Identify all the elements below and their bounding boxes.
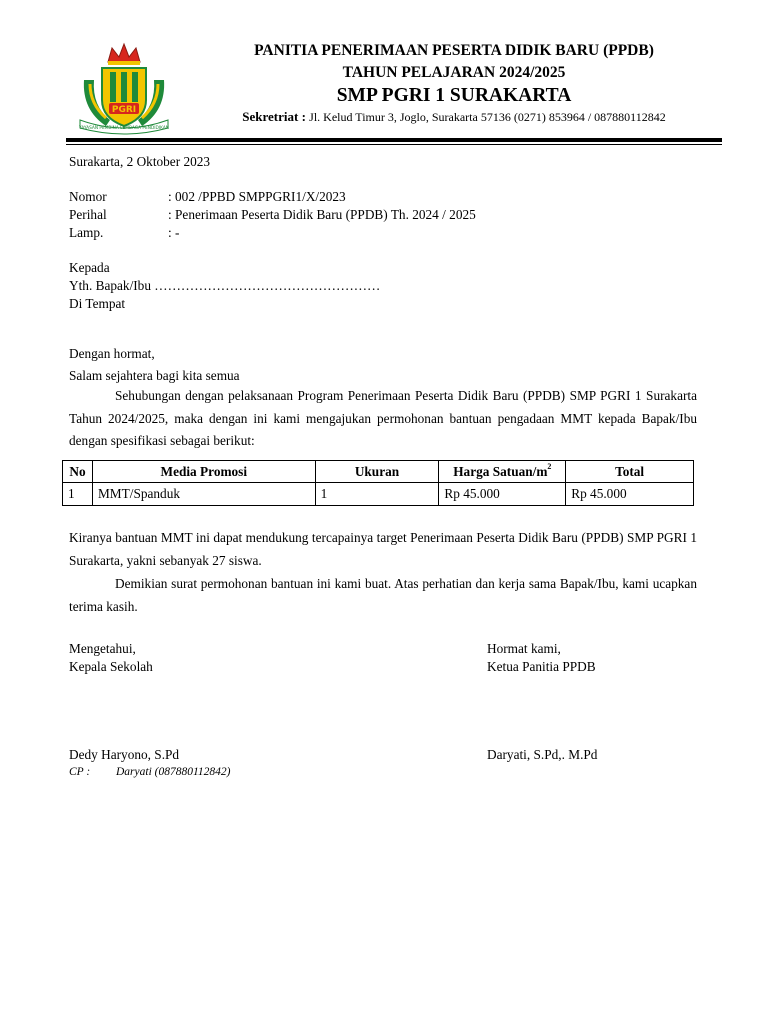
greeting-salam: Salam sejahtera bagi kita semua bbox=[69, 368, 240, 383]
meta-label-lamp: Lamp. bbox=[69, 225, 104, 240]
secretariat-label: Sekretriat : bbox=[242, 109, 306, 124]
col-header-ukuran: Ukuran bbox=[315, 461, 439, 483]
cp-label: CP : bbox=[69, 766, 91, 778]
recipient-kepada: Kepada bbox=[69, 260, 110, 275]
cell-harga: Rp 45.000 bbox=[439, 483, 566, 506]
cell-total: Rp 45.000 bbox=[566, 483, 694, 506]
header-rule-thick bbox=[66, 138, 722, 142]
meta-value-nomor: : 002 /PPBD SMPPGRI1/X/2023 bbox=[168, 189, 346, 204]
academic-year: TAHUN PELAJARAN 2024/2025 bbox=[342, 64, 566, 81]
cell-no: 1 bbox=[63, 483, 93, 506]
svg-text:YAYASAN PEMBINA LEMBAGA PENDID: YAYASAN PEMBINA LEMBAGA PENDIDIKAN bbox=[78, 126, 170, 131]
meta-label-nomor: Nomor bbox=[69, 189, 107, 204]
table-row bbox=[63, 483, 694, 506]
meta-label-perihal: Perihal bbox=[69, 207, 107, 222]
header-rule-thin bbox=[66, 144, 722, 145]
spec-table bbox=[62, 460, 694, 506]
committee-title: PANITIA PENERIMAAN PESERTA DIDIK BARU (PPDB) bbox=[254, 42, 654, 59]
col-header-harga-sup: 2 bbox=[547, 461, 552, 471]
table-header-row bbox=[63, 461, 694, 483]
meta-value-lamp: : - bbox=[168, 225, 180, 240]
recipient-name: Yth. Bapak/Ibu …………………………………………… bbox=[69, 278, 381, 293]
cell-ukuran: 1 bbox=[315, 483, 439, 506]
col-header-total: Total bbox=[566, 461, 694, 483]
col-header-media: Media Promosi bbox=[92, 461, 315, 483]
body-paragraph-2: Kiranya bantuan MMT ini dapat mendukung tercapainya target Penerimaan Peserta Didik Baru (PPDB) SMP PGRI 1 Surakarta, yakni sebanyak 27 siswa. bbox=[69, 530, 697, 568]
school-name: SMP PGRI 1 SURAKARTA bbox=[336, 85, 572, 106]
col-header-no: No bbox=[63, 461, 93, 483]
sign-left-title: Kepala Sekolah bbox=[69, 659, 153, 674]
sign-right-line1: Hormat kami, bbox=[487, 641, 561, 656]
cell-media: MMT/Spanduk bbox=[92, 483, 315, 506]
meta-value-perihal: : Penerimaan Peserta Didik Baru (PPDB) Th. 2024 / 2025 bbox=[168, 207, 476, 222]
sign-right-title: Ketua Panitia PPDB bbox=[487, 659, 596, 674]
svg-text:PGRI: PGRI bbox=[111, 105, 137, 115]
body-paragraph-1: Sehubungan dengan pelaksanaan Program Penerimaan Peserta Didik Baru (PPDB) SMP PGRI 1 Surakarta Tahun 2024/2025, maka dengan ini kami mengajukan permohonan bantuan pengadaan MMT kepada Bapak/Ibu dengan spesifikasi sebagai berikut: bbox=[69, 388, 697, 448]
pgri-logo bbox=[76, 40, 172, 136]
sign-right-name: Daryati, S.Pd,. M.Pd bbox=[487, 747, 598, 762]
body-paragraph-3: Demikian surat permohonan bantuan ini kami buat. Atas perhatian dan kerja sama Bapak/Ibu, kami ucapkan terima kasih. bbox=[69, 576, 697, 614]
sign-left-name: Dedy Haryono, S.Pd bbox=[69, 747, 180, 762]
greeting-hormat: Dengan hormat, bbox=[69, 346, 155, 361]
secretariat-address: Jl. Kelud Timur 3, Joglo, Surakarta 57136 (0271) 853964 / 087880112842 bbox=[309, 110, 666, 124]
sign-left-line1: Mengetahui, bbox=[69, 641, 136, 656]
cp-value: Daryati (087880112842) bbox=[116, 766, 231, 778]
place-date: Surakarta, 2 Oktober 2023 bbox=[69, 154, 211, 169]
recipient-place: Di Tempat bbox=[69, 296, 126, 311]
col-header-harga bbox=[439, 461, 566, 483]
secretariat-line bbox=[180, 109, 728, 125]
col-header-harga-text: Harga Satuan/m bbox=[453, 463, 548, 479]
